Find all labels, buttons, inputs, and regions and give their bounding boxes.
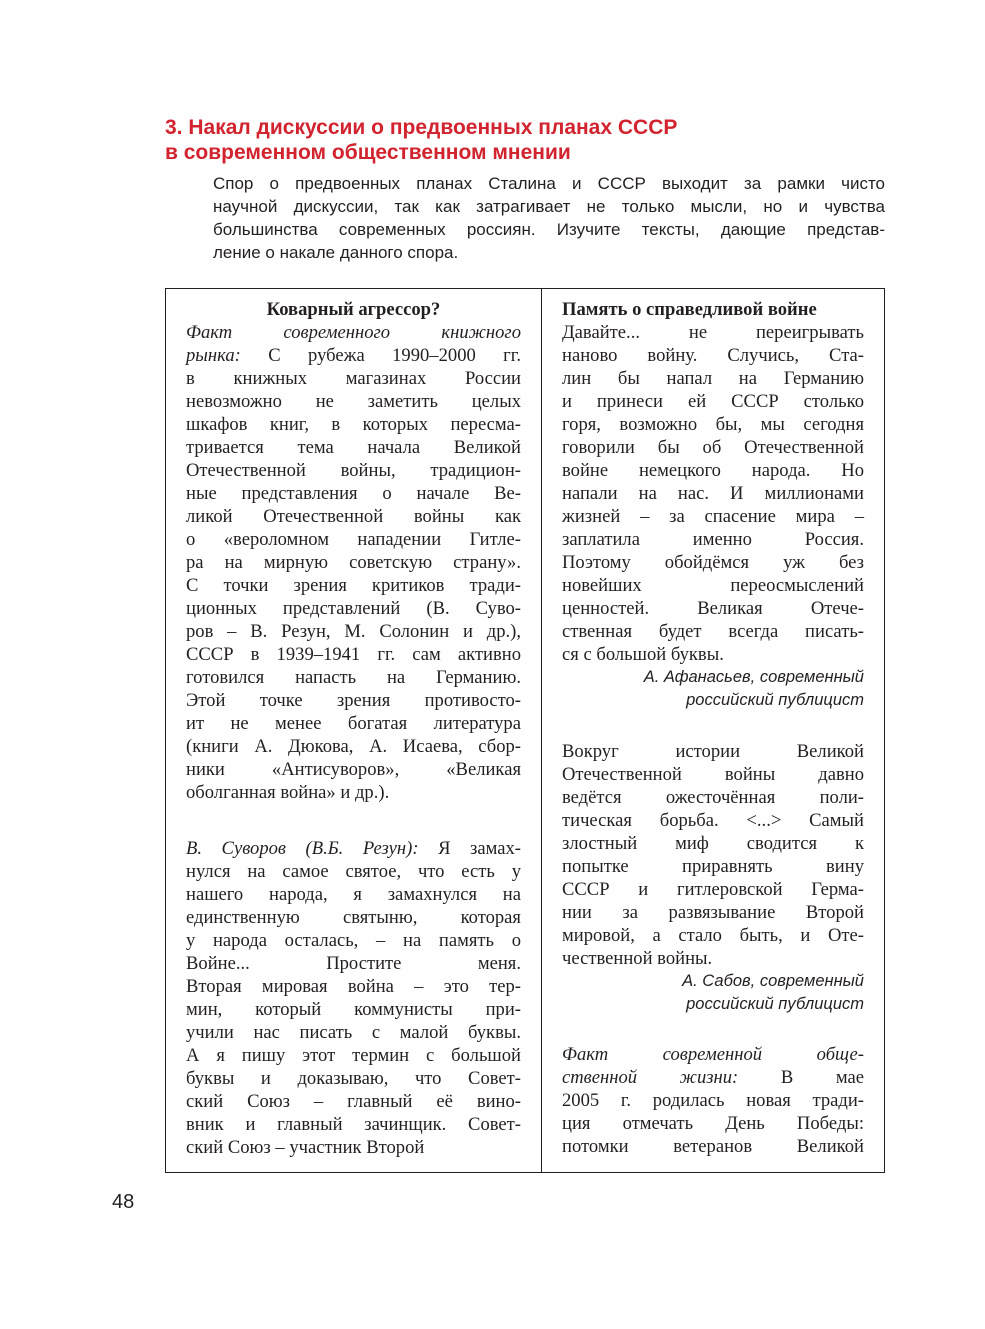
text-segment: Войне... Простите меня.: [186, 953, 521, 974]
text-segment: вник и главный зачинщик. Совет-: [186, 1114, 521, 1135]
text-line: [186, 528, 521, 551]
text-line: [186, 344, 521, 367]
text-line: [562, 1089, 864, 1112]
text-line: [562, 901, 864, 924]
italic-source-label: Факт современной обще-: [562, 1044, 864, 1065]
column-heading: Коварный агрессор?: [266, 299, 441, 320]
section-title: [165, 115, 677, 165]
text-line: [186, 643, 521, 666]
text-segment: наново войну. Случись, Ста-: [562, 345, 864, 366]
text-line: [562, 855, 864, 878]
text-line: [562, 505, 864, 528]
text-line: [562, 482, 864, 505]
text-segment: шкафов книг, в которых пересма-: [186, 414, 521, 435]
text-line: [186, 1067, 521, 1090]
text-segment: Вокруг истории Великой: [562, 741, 864, 762]
text-segment: тическая борьба. <...> Самый: [562, 810, 864, 831]
text-line: [562, 947, 864, 970]
text-line: [186, 689, 521, 712]
text-segment: потомки ветеранов Великой: [562, 1136, 864, 1157]
text-line: [186, 390, 521, 413]
text-segment: мировой, а стало быть, и Оте-: [562, 925, 864, 946]
text-segment: ся с большой буквы.: [562, 644, 724, 665]
intro-line: ление о накале данного спора.: [213, 243, 459, 262]
text-line: [186, 1113, 521, 1136]
text-segment: ценностей. Великая Отече-: [562, 598, 864, 619]
text-line: [186, 505, 521, 528]
section-title-line: 3. Накал дискуссии о предвоенных планах СССР: [165, 116, 678, 139]
text-line: [562, 878, 864, 901]
text-line: [186, 758, 521, 781]
intro-line: научной дискуссии, так как затрагивает не только мысли, но и чувства: [213, 197, 885, 216]
text-segment: учили нас писать с малой буквы.: [186, 1022, 521, 1043]
text-line: [562, 1135, 864, 1158]
text-segment: ники «Антисуворов», «Великая: [186, 759, 521, 780]
text-line: [562, 551, 864, 574]
text-segment: нии за развязывание Второй: [562, 902, 864, 923]
right-source-1: [562, 298, 864, 712]
text-line: [186, 436, 521, 459]
text-segment: Давайте... не переигрывать: [562, 322, 864, 343]
italic-source-label: рынка:: [186, 345, 241, 366]
text-line: [562, 643, 864, 666]
text-segment: у народа осталась, – на память о: [186, 930, 521, 951]
text-segment: ция отмечать День Победы:: [562, 1113, 864, 1134]
column-divider: [541, 288, 542, 1172]
text-segment: Этой точке зрения противосто-: [186, 690, 521, 711]
section-title-line: в современном общественном мнении: [165, 141, 571, 164]
text-line: [562, 786, 864, 809]
intro-line: Спор о предвоенных планах Сталина и СССР выходит за рамки чисто: [213, 174, 885, 193]
text-segment: СССР и гитлеровской Герма-: [562, 879, 864, 900]
text-segment: ский Союз – главный её вино-: [186, 1091, 521, 1112]
text-segment: Вторая мировая война – это тер-: [186, 976, 521, 997]
text-line: [186, 1090, 521, 1113]
text-segment: готовился напасть на Германию.: [186, 667, 521, 688]
right-source-2: [562, 740, 864, 1016]
text-segment: нулся на самое святое, что есть у: [186, 861, 521, 882]
italic-source-label: В. Суворов (В.Б. Резун):: [186, 838, 419, 859]
text-line: [562, 740, 864, 763]
text-line: [186, 837, 521, 860]
text-line: [562, 528, 864, 551]
text-segment: ведётся ожесточённая поли-: [562, 787, 864, 808]
text-segment: чественной войны.: [562, 948, 713, 969]
text-line: [186, 952, 521, 975]
text-segment: единственную святыню, которая: [186, 907, 521, 928]
text-segment: Я замах-: [418, 838, 521, 859]
text-segment: заплатила именно Россия.: [562, 529, 864, 550]
text-line: [562, 832, 864, 855]
text-line: [186, 413, 521, 436]
text-segment: в книжных магазинах России: [186, 368, 521, 389]
text-line: [186, 883, 521, 906]
text-line: [562, 413, 864, 436]
text-line: [186, 1044, 521, 1067]
intro-paragraph: [213, 172, 885, 264]
text-line: [562, 1043, 864, 1066]
text-line: [186, 482, 521, 505]
text-line: [186, 459, 521, 482]
text-line: [186, 597, 521, 620]
text-segment: горя, возможно бы, мы сегодня: [562, 414, 864, 435]
text-segment: тривается тема начала Великой: [186, 437, 521, 458]
attribution-line: А. Афанасьев, современный: [643, 668, 864, 686]
text-line: [562, 344, 864, 367]
text-line: [562, 809, 864, 832]
text-segment: Поэтому обойдёмся уж без: [562, 552, 864, 573]
text-line: [186, 367, 521, 390]
text-segment: (книги А. Дюкова, А. Исаева, сбор-: [186, 736, 521, 757]
text-segment: мин, который коммунисты при-: [186, 999, 521, 1020]
text-line: [186, 321, 521, 344]
text-segment: ра на мирную советскую страну».: [186, 552, 521, 573]
column-heading: Память о справедливой войне: [562, 299, 817, 320]
text-segment: ственная будет всегда писать-: [562, 621, 864, 642]
text-segment: войне немецкого народа. Но: [562, 460, 864, 481]
italic-source-label: Факт современного книжного: [186, 322, 521, 343]
text-segment: ликой Отечественной войны как: [186, 506, 521, 527]
text-segment: ров – В. Резун, М. Солонин и др.),: [186, 621, 521, 642]
text-segment: о «вероломном нападении Гитле-: [186, 529, 521, 550]
text-segment: С рубежа 1990–2000 гг.: [240, 345, 521, 366]
attribution-line: российский публицист: [686, 691, 864, 709]
text-segment: новейших переосмыслений: [562, 575, 864, 596]
text-segment: 2005 г. родилась новая тради-: [562, 1090, 864, 1111]
text-segment: ит не менее богатая литература: [186, 713, 521, 734]
text-segment: жизней – за спасение мира –: [562, 506, 864, 527]
italic-source-label: ственной жизни:: [562, 1067, 739, 1088]
text-line: [186, 975, 521, 998]
text-line: [562, 459, 864, 482]
text-segment: говорили бы об Отечественной: [562, 437, 864, 458]
text-segment: ский Союз – участник Второй: [186, 1137, 425, 1158]
text-segment: злостный миф сводится к: [562, 833, 864, 854]
text-line: [186, 1136, 521, 1159]
text-line: [562, 436, 864, 459]
text-segment: ционных представлений (В. Суво-: [186, 598, 521, 619]
text-line: [186, 712, 521, 735]
text-line: [186, 929, 521, 952]
attribution-line: А. Сабов, современный: [682, 972, 864, 990]
text-line: [186, 906, 521, 929]
text-line: [186, 666, 521, 689]
text-segment: нашего народа, я замахнулся на: [186, 884, 521, 905]
text-line: [562, 620, 864, 643]
text-segment: напали на нас. И миллионами: [562, 483, 864, 504]
text-line: [186, 735, 521, 758]
text-line: [562, 574, 864, 597]
attribution-line: российский публицист: [686, 995, 864, 1013]
text-line: [562, 367, 864, 390]
text-segment: попытке приравнять вину: [562, 856, 864, 877]
page-number: 48: [112, 1191, 135, 1213]
left-source-1: [186, 298, 521, 804]
text-segment: лин бы напал на Германию: [562, 368, 864, 389]
text-line: [562, 924, 864, 947]
text-segment: невозможно не заметить целых: [186, 391, 521, 412]
text-line: [186, 574, 521, 597]
text-line: [562, 763, 864, 786]
text-segment: ные представления о начале Ве-: [186, 483, 521, 504]
text-line: [186, 860, 521, 883]
text-line: [186, 781, 521, 804]
text-segment: Отечественной войны, традицион-: [186, 460, 521, 481]
right-source-3: [562, 1043, 864, 1158]
text-segment: и принеси ей СССР столько: [562, 391, 864, 412]
text-segment: В мае: [738, 1067, 864, 1088]
text-line: [186, 1021, 521, 1044]
text-line: [186, 620, 521, 643]
text-segment: СССР в 1939–1941 гг. сам активно: [186, 644, 521, 665]
text-segment: А я пишу этот термин с большой: [186, 1045, 521, 1066]
text-line: [562, 321, 864, 344]
text-segment: Отечественной войны давно: [562, 764, 864, 785]
text-line: [562, 1066, 864, 1089]
text-segment: С точки зрения критиков тради-: [186, 575, 521, 596]
text-line: [562, 1112, 864, 1135]
left-source-2: [186, 837, 521, 1159]
text-line: [562, 390, 864, 413]
text-line: [186, 551, 521, 574]
text-segment: буквы и доказываю, что Совет-: [186, 1068, 521, 1089]
text-line: [186, 998, 521, 1021]
intro-line: большинства современных россиян. Изучите тексты, дающие представ-: [213, 220, 885, 239]
text-line: [562, 597, 864, 620]
text-segment: оболганная война» и др.).: [186, 782, 390, 803]
